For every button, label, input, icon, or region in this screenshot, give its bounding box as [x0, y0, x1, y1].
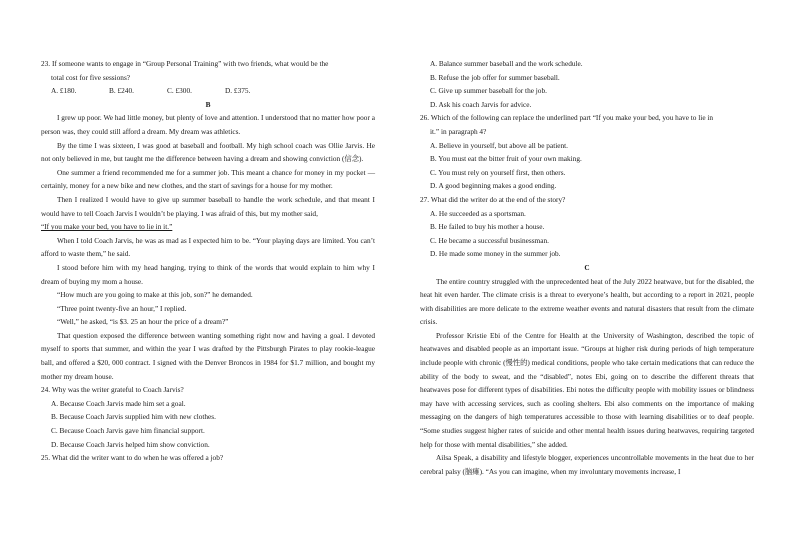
passage-b-paragraph: “Well,” he asked, “is $3. 25 an hour the price of a dream?”	[57, 317, 229, 327]
q26-option-a: A. Believe in yourself, but above all be patient.	[430, 140, 568, 150]
passage-b-underlined-quote	[41, 220, 375, 234]
passage-c-paragraph: Ailsa Speak, a disability and lifestyle blogger, experiences uncontrollable movements in the heat due to her cerebral palsy (脑瘫). “As you can imagine, when my involuntary movements increase, I	[420, 453, 754, 476]
q24-option-b: B. Because Coach Jarvis supplied him with new clothes.	[51, 412, 216, 422]
q27-option-c: C. He became a successful businessman.	[430, 235, 549, 245]
passage-b-paragraph: That question exposed the difference between wanting something right now and having a goal. I devoted myself to sports that summer, and within the year I was drafted by the Pittsburgh Pirates to play rookie-league ball, and offered a $20, 000 contract. I signed with the Denver Broncos in 1984 for $1.7 million, and bought my mother my dream house.	[41, 330, 375, 381]
q23-option-b: B. £240.	[109, 86, 134, 96]
passage-b-paragraph: “Three point twenty-five an hour,” I replied.	[57, 303, 187, 313]
q26-stem-line2: it.” in paragraph 4?	[430, 126, 487, 136]
q25-stem: 25. What did the writer want to do when he was offered a job?	[41, 453, 224, 463]
q23-option-d: D. £375.	[225, 86, 251, 96]
section-b-heading: B	[205, 99, 211, 109]
q26-option-c: C. You must rely on yourself first, then others.	[430, 167, 566, 177]
q27-option-d: D. He made some money in the summer job.	[430, 249, 561, 259]
q26-stem-line1: 26. Which of the following can replace the underlined part “If you make your bed, you have to lie in	[420, 113, 714, 123]
q26-option-b: B. You must eat the bitter fruit of your own making.	[430, 154, 582, 164]
q24-option-c: C. Because Coach Jarvis gave him financial support.	[51, 426, 205, 436]
q25-option-d: D. Ask his coach Jarvis for advice.	[430, 99, 532, 109]
q25-option-c: C. Give up summer baseball for the job.	[430, 86, 547, 96]
section-c-heading: C	[584, 262, 590, 272]
passage-b-paragraph: Then I realized I would have to give up summer baseball to handle the work schedule, and that meant I would have to tell Coach Jarvis I wouldn’t be playing. I was afraid of this, but my mother said,	[41, 194, 375, 218]
q26-option-d: D. A good beginning makes a good ending.	[430, 181, 557, 191]
q24-option-a: A. Because Coach Jarvis made him set a goal.	[51, 398, 186, 408]
q25-option-b: B. Refuse the job offer for summer baseball.	[430, 72, 560, 82]
passage-b-paragraph: I stood before him with my head hanging, trying to think of the words that would explain to him why I dream of buying my mom a house.	[41, 262, 375, 286]
q23-stem-line2: total cost for five sessions?	[51, 72, 131, 82]
passage-b-paragraph: One summer a friend recommended me for a summer job. This meant a chance for money in my pocket — certainly, money for a new bike and new clothes, and the start of savings for a house for my mother.	[41, 167, 375, 191]
q24-option-d: D. Because Coach Jarvis helped him show conviction.	[51, 439, 210, 449]
q27-option-a: A. He succeeded as a sportsman.	[430, 208, 526, 218]
q25-option-a: A. Balance summer baseball and the work schedule.	[430, 59, 583, 68]
right-column	[420, 57, 754, 478]
passage-c-paragraph: Professor Kristie Ebi of the Centre for Health at the University of Washington, described the topic of heatwaves and disabled people as an important issue. “Groups at higher risk during periods of high temperature include people with chronic (慢性的) medical conditions, people who take certain medications that can reduce the ability of the body to sweat, and the “disabled”, notes Ebi, going on to describe the different threats that heatwaves pose for different types of disabilities. Ebi notes the difficulty people with mobility issues or blindness may have with accessing services, such as cooling shelters. Ebi also comments on the importance of making messaging on the dangers of high temperatures accessible to those with learning disabilities or to deaf people. “Some studies suggest higher rates of suicide and other mental health issues during heatwaves, requiring targeted help for those with mental disabilities,” she added.	[420, 330, 754, 449]
passage-b-paragraph: By the time I was sixteen, I was good at baseball and football. My high school coach was Ollie Jarvis. He not only believed in me, but taught me the difference between having a dream and showing conviction (信念).	[41, 140, 375, 164]
q23-option-a: A. £180.	[51, 86, 77, 96]
passage-b-paragraph: “How much are you going to make at this job, son?” he demanded.	[57, 290, 253, 300]
passage-c-paragraph: The entire country struggled with the unprecedented heat of the July 2022 heatwave, but for the disabled, the heat hit even harder. The climate crisis is a threat to everyone’s health, but according to a report in 2021, people with disabilities are more delicate to the extreme weather events and natural disasters that result from the climate crisis.	[420, 276, 754, 327]
q24-stem: 24. Why was the writer grateful to Coach Jarvis?	[41, 385, 184, 395]
q23-stem-line1: 23. If someone wants to engage in “Group Personal Training” with two friends, what would be the	[41, 59, 329, 68]
q23-options	[41, 84, 375, 98]
q27-option-b: B. He failed to buy his mother a house.	[430, 222, 545, 232]
q23-option-c: C. £300.	[167, 86, 192, 96]
passage-b-paragraph: I grew up poor. We had little money, but plenty of love and attention. I understood that no matter how poor a person was, they could still afford a dream. My dream was athletics.	[41, 113, 375, 136]
left-column	[41, 57, 375, 465]
underlined-quote-text: “If you make your bed, you have to lie in it.”	[41, 222, 173, 232]
passage-b-paragraph: When I told Coach Jarvis, he was as mad as I expected him to be. “Your playing days are limited. You can’t afford to waste them,” he said.	[41, 235, 375, 259]
q27-stem: 27. What did the writer do at the end of the story?	[420, 194, 566, 204]
